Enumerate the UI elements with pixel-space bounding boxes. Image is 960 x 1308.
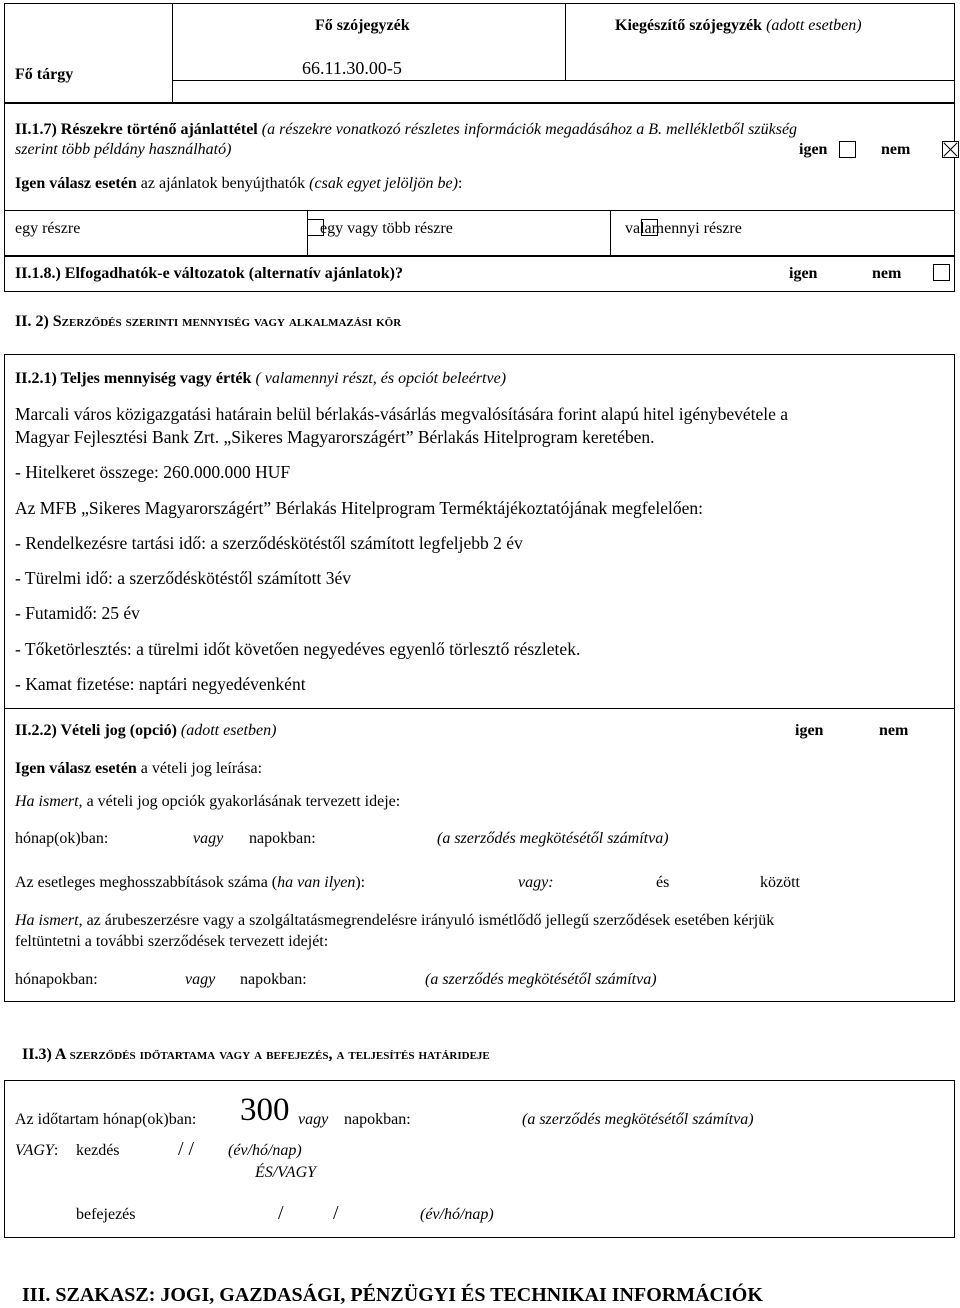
end-slash-1: /: [278, 1202, 284, 1224]
section-222-title: II.2.2) Vételi jog (opció): [15, 722, 177, 739]
supp-vocab-note: (adott esetben): [766, 17, 862, 34]
option-one-or-more-label: egy vagy több részre: [320, 220, 453, 237]
main-vocab-label: Fő szójegyzék: [315, 17, 410, 34]
supp-vocab-label: Kiegészítő szójegyzék: [615, 17, 763, 34]
section-118-title: II.1.8.) Elfogadhatók-e változatok (alternatív ajánlatok)?: [15, 265, 403, 282]
if-yes-colon: :: [457, 175, 463, 192]
section-117-no-label: nem: [881, 141, 911, 158]
section-222-if-yes: [15, 760, 262, 778]
end-label: befejezés: [76, 1206, 136, 1223]
section-221-title-line: [15, 370, 506, 388]
section-117-if-yes: [15, 175, 462, 193]
section-221-title: II.2.1) Teljes mennyiség vagy érték: [15, 370, 252, 387]
ext-note: ha van ilyen: [277, 874, 356, 891]
if-known-text: a vételi jog opciók gyakorlásának tervezett ideje:: [86, 793, 401, 810]
section-222-note: (adott esetben): [180, 722, 277, 739]
known2-text: , az árubeszerzésre vagy a szolgáltatásmegrendelésre irányuló ismétlődő jellegű szerződések esetében kérjük: [78, 912, 775, 929]
section-117-note: (a részekre vonatkozó részletes információk megadásához a B. mellékletből szükség: [261, 121, 798, 138]
section-2-title: Szerződés szerinti mennyiség vagy alkalmazási kör: [52, 313, 402, 330]
item-availability: - Rendelkezésre tartási idő: a szerződéskötéstől számított legfeljebb 2 év: [15, 533, 523, 553]
item-repayment: - Tőketörlesztés: a türelmi időt követően negyedéves egyenlő törlesztő részletek.: [15, 639, 581, 659]
item-term: - Futamidő: 25 év: [15, 603, 140, 623]
ext-and: és: [656, 874, 670, 891]
para1-line1: Marcali város közigazgatási határain belül bérlakás-vásárlás megvalósítására forint alapú hitel igénybevétele a: [15, 404, 789, 424]
or-caps: VAGY:: [15, 1142, 59, 1159]
ext-text: Az esetleges meghosszabbítások száma (: [15, 874, 278, 891]
option-months-label: hónap(ok)ban:: [15, 830, 109, 847]
duration-days-label: napokban:: [344, 1111, 411, 1128]
if-yes-text: az ajánlatok benyújthatók: [140, 175, 306, 192]
section-2-prefix: II. 2): [15, 313, 49, 330]
option-from-contract: (a szerződés megkötésétől számítva): [437, 830, 669, 847]
known2-italic: Ha ismert: [15, 912, 79, 929]
item-grace: - Türelmi idő: a szerződéskötéstől számított 3év: [15, 568, 351, 588]
start-slashes: / /: [178, 1138, 195, 1160]
section-117-title-line: [15, 121, 797, 139]
if-yes-note: (csak egyet jelöljön be): [309, 175, 458, 192]
days2-label: napokban:: [240, 971, 307, 988]
if-yes-bold: Igen válasz esetén: [15, 175, 137, 192]
section-iii-title: III. SZAKASZ: JOGI, GAZDASÁGI, PÉNZÜGYI ÉS TECHNIKAI INFORMÁCIÓK: [22, 1284, 763, 1306]
or2: vagy: [185, 971, 216, 988]
and-or: ÉS/VAGY: [255, 1164, 317, 1181]
header-divider-h: [172, 80, 955, 81]
section-222-if-yes-text: a vételi jog leírása:: [140, 760, 263, 777]
section-117-yes-checkbox[interactable]: [839, 141, 856, 158]
header-divider-1: [172, 3, 173, 103]
section-222-title-line: [15, 722, 276, 740]
supp-vocab-heading: [615, 17, 862, 35]
option-or: vagy: [193, 830, 224, 847]
section-222-no-label: nem: [879, 722, 909, 739]
from-contract2: (a szerződés megkötésétől számítva): [425, 971, 657, 988]
section-222-if-yes-bold: Igen válasz esetén: [15, 760, 137, 777]
item-interest: - Kamat fizetése: naptári negyedévenként: [15, 674, 306, 694]
if-known-italic: Ha ismert,: [15, 793, 83, 810]
para1-line2: Magyar Fejlesztési Bank Zrt. „Sikeres Magyarországért” Bérlakás Hitelprogram keretében.: [15, 427, 655, 447]
end-date-format: (év/hó/nap): [420, 1206, 494, 1223]
section-118-no-label: nem: [872, 265, 902, 282]
ext-close: ):: [355, 874, 366, 891]
section-2-heading: [15, 313, 401, 331]
section-117-note2: szerint több példány használható): [15, 141, 232, 158]
known2-line1: [15, 912, 774, 930]
section-3-heading: [22, 1046, 490, 1064]
header-divider-2: [565, 3, 566, 80]
ext-or: vagy:: [518, 874, 554, 891]
section-222-yes-label: igen: [795, 722, 824, 739]
section-117-divider: [4, 210, 955, 211]
section-221-note: ( valamennyi részt, és opciót beleértve): [255, 370, 507, 387]
start-label: kezdés: [76, 1142, 120, 1159]
opt-divider-2: [610, 210, 611, 256]
section-3-prefix: II.3) A: [22, 1046, 66, 1063]
known2-line2: feltüntetni a további szerződések tervezett idejét:: [15, 933, 329, 950]
duration-value: 300: [240, 1092, 290, 1128]
section-118-yes-label: igen: [789, 265, 818, 282]
section-222-if-known: [15, 793, 400, 811]
section-118-yes-checkbox[interactable]: [933, 264, 950, 281]
end-slash-2: /: [333, 1202, 339, 1224]
main-subject-label: Fő tárgy: [15, 66, 74, 83]
main-vocab-code: 66.11.30.00-5: [302, 58, 402, 78]
extensions-line: [15, 874, 365, 892]
credit-amount: - Hitelkeret összege: 260.000.000 HUF: [15, 462, 291, 482]
or-caps-text: VAGY: [15, 1142, 54, 1159]
section-117-title: II.1.7) Részekre történő ajánlattétel: [15, 121, 258, 138]
duration-or: vagy: [298, 1111, 329, 1128]
option-one-part-label: egy részre: [15, 220, 81, 237]
duration-from-contract: (a szerződés megkötésétől számítva): [522, 1111, 754, 1128]
ext-between: között: [760, 874, 800, 891]
mfb-text: Az MFB „Sikeres Magyarországért” Bérlakás Hitelprogram Terméktájékoztatójának megfelelően:: [15, 498, 703, 518]
duration-label: Az időtartam hónap(ok)ban:: [15, 1111, 197, 1128]
start-date-format: (év/hó/nap): [228, 1142, 302, 1159]
months2-label: hónapokban:: [15, 971, 98, 988]
option-all-parts-label: valamennyi részre: [625, 220, 742, 237]
option-days-label: napokban:: [249, 830, 316, 847]
section-3-title: szerződés időtartama vagy a befejezés, a teljesítés határideje: [69, 1046, 490, 1063]
section-117-no-checkbox[interactable]: [942, 141, 959, 158]
section-221-bottom: [4, 708, 955, 709]
section-117-yes-label: igen: [799, 141, 828, 158]
